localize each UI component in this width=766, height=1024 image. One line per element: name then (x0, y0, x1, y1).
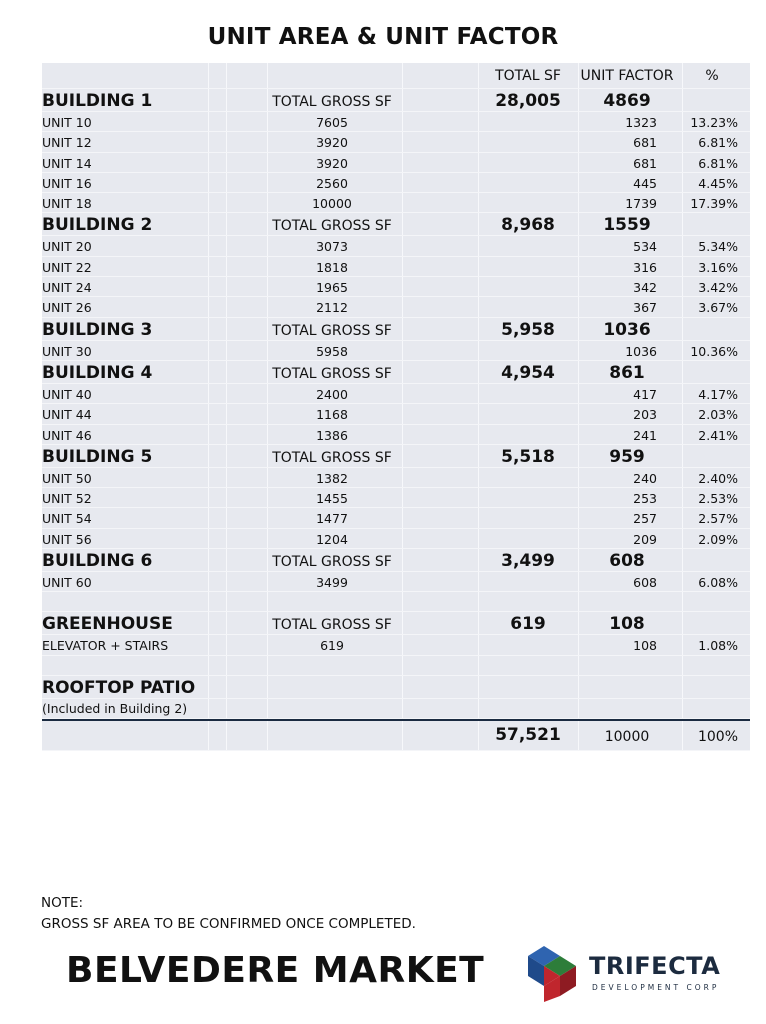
greenhouse-unit-factor: 108 (609, 614, 645, 635)
unit-name: ELEVATOR + STAIRS (42, 638, 169, 654)
rooftop-row (42, 676, 750, 699)
unit-name: UNIT 24 (42, 280, 92, 296)
unit-sf: 3920 (316, 155, 348, 171)
gross-label: TOTAL GROSS SF (272, 554, 392, 571)
unit-sf: 2560 (316, 175, 348, 191)
unit-factor: 417 (633, 386, 657, 402)
page-title: UNIT AREA & UNIT FACTOR (207, 24, 559, 50)
building-row (42, 89, 750, 112)
unit-factor: 367 (633, 300, 657, 316)
building-unit-factor: 861 (609, 362, 645, 383)
unit-percent: 2.40% (698, 470, 738, 486)
unit-percent: 4.17% (698, 386, 738, 402)
unit-name: UNIT 40 (42, 386, 92, 402)
unit-sf: 2400 (316, 386, 348, 402)
building-unit-factor: 959 (609, 446, 645, 467)
gross-label: TOTAL GROSS SF (272, 94, 392, 110)
unit-factor-header: UNIT FACTOR (580, 68, 674, 84)
unit-row (42, 257, 750, 277)
rooftop-note-row (42, 699, 750, 719)
total-sf-header: TOTAL SF (495, 68, 561, 84)
building-row (42, 213, 750, 236)
unit-name: UNIT 52 (42, 491, 92, 507)
note (41, 893, 416, 935)
unit-row (42, 508, 750, 528)
unit-name: UNIT 20 (42, 239, 92, 255)
grand-total-sf: 57,521 (495, 724, 561, 745)
building-unit-factor: 4869 (603, 91, 651, 111)
building-row (42, 445, 750, 468)
unit-percent: 5.34% (698, 239, 738, 255)
greenhouse-row (42, 612, 750, 635)
unit-row (42, 193, 750, 213)
unit-sf: 619 (320, 638, 344, 654)
building-total-sf: 8,968 (501, 215, 555, 236)
unit-percent: 6.81% (698, 135, 738, 151)
greenhouse-unit-row (42, 635, 750, 655)
building-row (42, 361, 750, 384)
unit-name: UNIT 30 (42, 343, 92, 359)
unit-name: UNIT 50 (42, 470, 92, 486)
unit-percent: 2.41% (698, 427, 738, 443)
unit-row (42, 468, 750, 488)
unit-sf: 1965 (316, 280, 348, 296)
unit-name: UNIT 22 (42, 259, 92, 275)
building-total-sf: 4,954 (501, 362, 555, 383)
unit-row (42, 425, 750, 445)
unit-row (42, 341, 750, 361)
unit-factor: 108 (633, 638, 657, 654)
unit-sf: 1204 (316, 531, 348, 547)
gross-label: TOTAL GROSS SF (272, 617, 392, 634)
building-name: BUILDING 6 (42, 551, 153, 572)
building-total-sf: 5,958 (501, 319, 555, 340)
unit-name: UNIT 26 (42, 300, 92, 316)
unit-factor: 1323 (625, 115, 657, 130)
project-name: BELVEDERE MARKET (66, 950, 485, 991)
unit-percent: 17.39% (690, 196, 738, 212)
unit-row (42, 488, 750, 508)
unit-percent: 6.81% (698, 155, 738, 171)
gross-label: TOTAL GROSS SF (272, 449, 392, 466)
unit-percent: 3.67% (698, 300, 738, 316)
unit-sf: 3499 (316, 575, 348, 591)
unit-factor: 240 (633, 470, 657, 486)
unit-factor: 681 (633, 155, 657, 171)
building-name: BUILDING 1 (42, 91, 153, 111)
unit-factor: 342 (633, 280, 657, 296)
gross-label: TOTAL GROSS SF (272, 218, 392, 235)
building-name: BUILDING 5 (42, 446, 153, 467)
unit-factor: 681 (633, 135, 657, 151)
unit-row (42, 277, 750, 297)
building-total-sf: 5,518 (501, 446, 555, 467)
unit-percent: 2.53% (698, 491, 738, 507)
unit-percent: 2.57% (698, 511, 738, 527)
logo-tagline: DEVELOPMENT CORP (592, 983, 720, 992)
unit-row (42, 153, 750, 173)
building-unit-factor: 1036 (603, 319, 651, 340)
totals-row (42, 719, 750, 751)
unit-factor: 253 (633, 491, 657, 507)
unit-percent: 10.36% (690, 343, 738, 359)
unit-factor: 241 (633, 427, 657, 443)
unit-row (42, 384, 750, 404)
unit-factor: 209 (633, 531, 657, 547)
unit-sf: 1818 (316, 259, 348, 275)
unit-factor: 203 (633, 407, 657, 423)
greenhouse-name: GREENHOUSE (42, 614, 173, 635)
spacer-row (42, 592, 750, 612)
unit-percent: 3.42% (698, 280, 738, 296)
rooftop-note: (Included in Building 2) (42, 700, 188, 716)
unit-name: UNIT 44 (42, 407, 92, 423)
unit-name: UNIT 46 (42, 427, 92, 443)
unit-factor: 1739 (625, 196, 657, 212)
unit-row (42, 236, 750, 256)
unit-name: UNIT 10 (42, 115, 92, 130)
gross-label: TOTAL GROSS SF (272, 365, 392, 382)
building-total-sf: 28,005 (495, 91, 561, 111)
unit-sf: 1382 (316, 470, 348, 486)
unit-percent: 2.09% (698, 531, 738, 547)
unit-factor: 1036 (625, 343, 657, 359)
building-row (42, 318, 750, 341)
unit-row (42, 572, 750, 592)
unit-sf: 1168 (316, 407, 348, 423)
building-row (42, 549, 750, 572)
building-name: BUILDING 3 (42, 319, 153, 340)
gross-label: TOTAL GROSS SF (272, 322, 392, 339)
unit-row (42, 112, 750, 132)
unit-sf: 7605 (316, 115, 348, 130)
unit-percent: 3.16% (698, 259, 738, 275)
unit-sf: 3073 (316, 239, 348, 255)
unit-factor: 534 (633, 239, 657, 255)
unit-row (42, 529, 750, 549)
building-unit-factor: 608 (609, 551, 645, 572)
building-total-sf: 3,499 (501, 551, 555, 572)
greenhouse-total-sf: 619 (510, 614, 546, 635)
unit-percent: 4.45% (698, 175, 738, 191)
unit-name: UNIT 14 (42, 155, 92, 171)
unit-sf: 10000 (312, 196, 352, 212)
unit-name: UNIT 60 (42, 575, 92, 591)
building-name: BUILDING 4 (42, 362, 153, 383)
unit-name: UNIT 12 (42, 135, 92, 151)
unit-name: UNIT 16 (42, 175, 92, 191)
unit-factor: 445 (633, 175, 657, 191)
unit-name: UNIT 18 (42, 196, 92, 212)
unit-row (42, 297, 750, 317)
unit-row (42, 404, 750, 424)
unit-factor: 316 (633, 259, 657, 275)
building-name: BUILDING 2 (42, 215, 153, 236)
unit-row (42, 132, 750, 152)
unit-sf: 2112 (316, 300, 348, 316)
unit-factor: 257 (633, 511, 657, 527)
unit-sf: 1386 (316, 427, 348, 443)
unit-table (42, 63, 750, 751)
unit-percent: 13.23% (690, 115, 738, 130)
note-text: GROSS SF AREA TO BE CONFIRMED ONCE COMPLETED. (41, 916, 416, 932)
building-unit-factor: 1559 (603, 215, 651, 236)
unit-name: UNIT 54 (42, 511, 92, 527)
table-body (42, 89, 750, 751)
logo-name: TRIFECTA (589, 952, 721, 980)
grand-total-percent: 100% (697, 728, 738, 745)
unit-factor: 608 (633, 575, 657, 591)
unit-sf: 1477 (316, 511, 348, 527)
unit-row (42, 173, 750, 193)
spacer-row (42, 656, 750, 676)
note-label: NOTE: (41, 895, 84, 911)
unit-sf: 3920 (316, 135, 348, 151)
header-row (42, 63, 750, 89)
unit-name: UNIT 56 (42, 531, 92, 547)
rooftop-name: ROOFTOP PATIO (42, 677, 196, 698)
unit-percent: 2.03% (698, 407, 738, 423)
percent-header: % (705, 68, 719, 84)
unit-percent: 1.08% (698, 638, 738, 654)
unit-sf: 1455 (316, 491, 348, 507)
unit-sf: 5958 (316, 343, 348, 359)
grand-total-factor: 10000 (604, 728, 650, 745)
unit-percent: 6.08% (698, 575, 738, 591)
